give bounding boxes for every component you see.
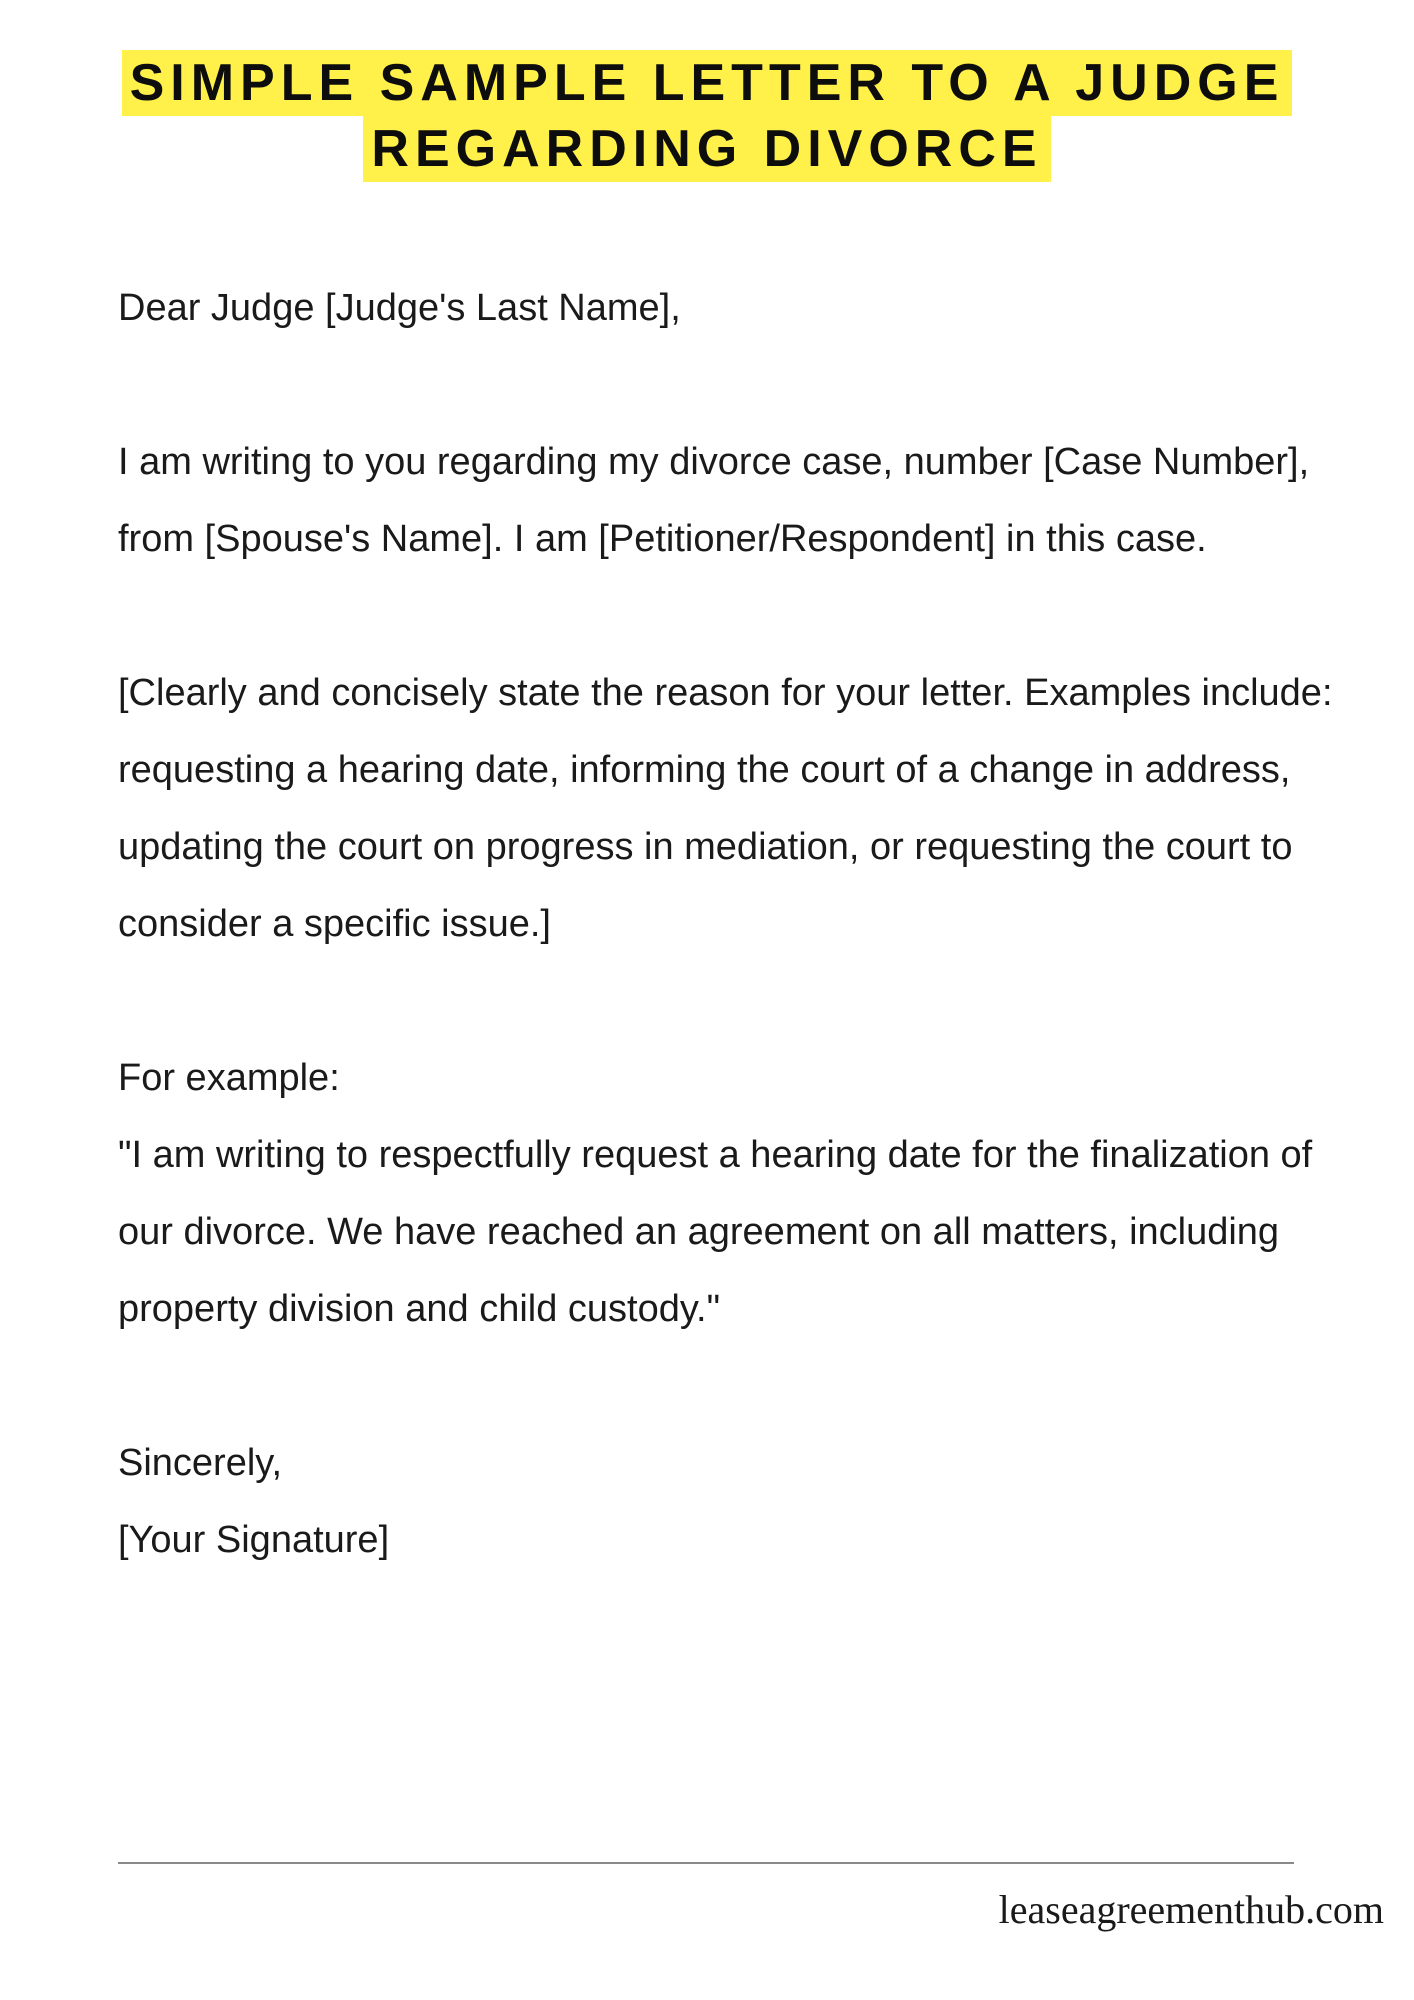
closing: Sincerely, [118,1442,283,1484]
footer-site: leaseagreementhub.com [998,1887,1384,1932]
intro-paragraph: I am writing to you regarding my divorce case, number [Case Number], from [Spouse's Name]. I am [Petitioner/Respondent] in this case. [118,441,1310,560]
signature-placeholder: [Your Signature] [118,1519,390,1561]
example-paragraph [118,1040,1338,1348]
title-line-2: REGARDING DIVORCE [363,116,1050,182]
title-line-1: SIMPLE SAMPLE LETTER TO A JUDGE [122,50,1293,116]
closing-block [118,1425,1338,1579]
footer-divider [118,1862,1294,1864]
salutation: Dear Judge [Judge's Last Name], [118,287,681,329]
example-label: For example: [118,1057,340,1099]
letter-body [118,270,1338,1656]
page-title [0,50,1414,182]
reason-paragraph: [Clearly and concisely state the reason for your letter. Examples include: requesting a hearing date, informing the court of a change in address, updating the court on progress in mediation, or requesting the court to consider a specific issue.] [118,672,1333,945]
example-text: "I am writing to respectfully request a hearing date for the finalization of our divorce. We have reached an agreement on all matters, including property division and child custody." [118,1134,1313,1330]
